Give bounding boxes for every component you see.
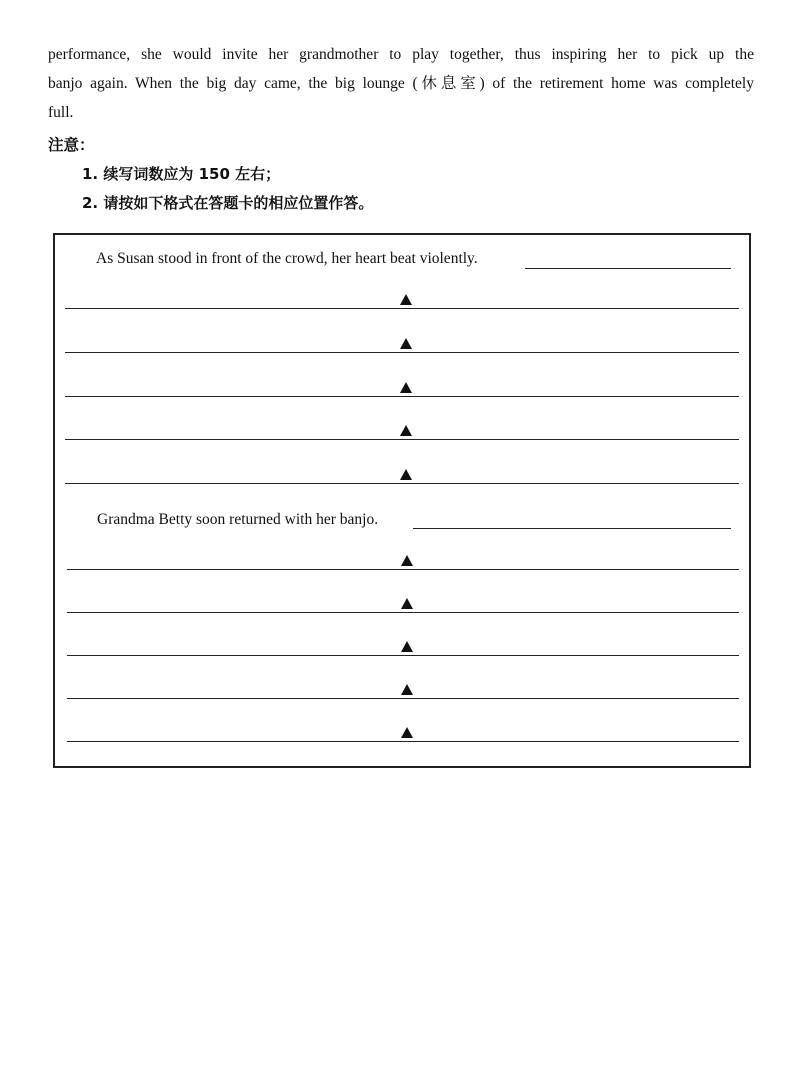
triangle-marker-icon — [401, 555, 413, 566]
paragraph1-line-2[interactable] — [65, 352, 739, 353]
triangle-marker-icon — [401, 727, 413, 738]
triangle-marker-icon — [400, 382, 412, 393]
triangle-marker-icon — [400, 469, 412, 480]
paragraph2-line-3[interactable] — [67, 655, 739, 656]
triangle-marker-icon — [401, 684, 413, 695]
paragraph1-line-4[interactable] — [65, 439, 739, 440]
triangle-marker-icon — [401, 641, 413, 652]
paragraph2-line-4[interactable] — [67, 698, 739, 699]
passage-line-3: full. — [48, 104, 74, 121]
notes-title: 注意： — [48, 136, 95, 154]
paragraph1-line-3[interactable] — [65, 396, 739, 397]
note-item-1: 1. 续写词数应为 150 左右； — [82, 165, 281, 183]
passage-line-1: performance, she would invite her grandmother to play together, thus inspiring her to pick up the — [48, 46, 754, 63]
paragraph1-starter-blank[interactable] — [525, 268, 731, 269]
note-item-2: 2. 请按如下格式在答题卡的相应位置作答。 — [82, 194, 374, 212]
paragraph1-line-1[interactable] — [65, 308, 739, 309]
paragraph2-starter: Grandma Betty soon returned with her banjo. — [97, 511, 379, 528]
triangle-marker-icon — [400, 294, 412, 305]
triangle-marker-icon — [400, 338, 412, 349]
triangle-marker-icon — [400, 425, 412, 436]
paragraph1-line-5[interactable] — [65, 483, 739, 484]
paragraph2-line-2[interactable] — [67, 612, 739, 613]
passage — [48, 40, 754, 127]
passage-line-2: banjo again. When the big day came, the big lounge (休息室) of the retirement home was completely — [48, 75, 754, 92]
paragraph2-line-1[interactable] — [67, 569, 739, 570]
paragraph2-starter-blank[interactable] — [413, 528, 731, 529]
paragraph1-starter: As Susan stood in front of the crowd, her heart beat violently. — [96, 250, 478, 267]
answer-box — [53, 233, 751, 768]
triangle-marker-icon — [401, 598, 413, 609]
paragraph2-line-5[interactable] — [67, 741, 739, 742]
